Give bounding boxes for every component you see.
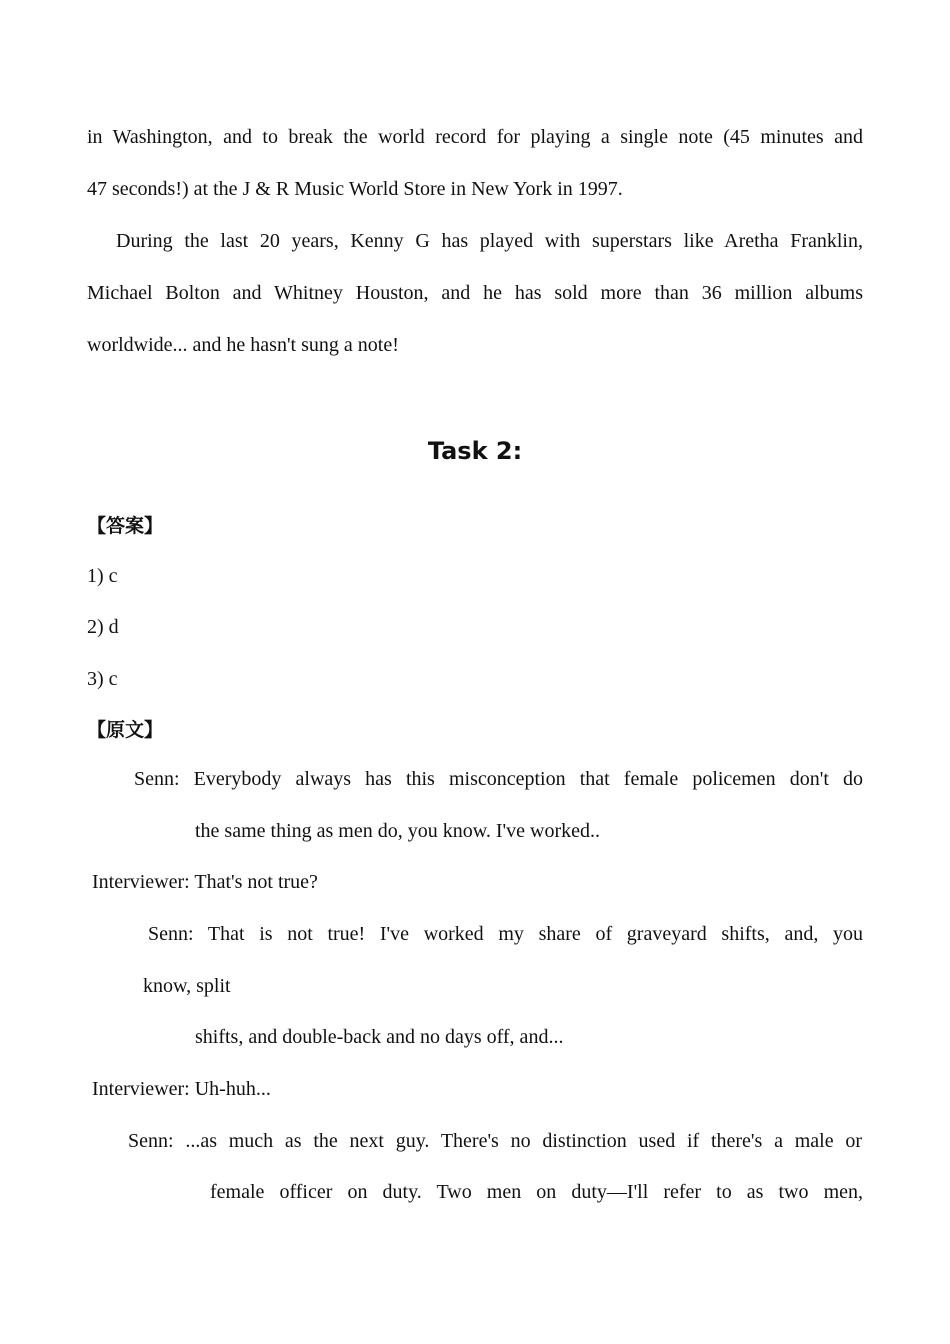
answer-item: 2) d: [87, 616, 119, 638]
paragraph-line: 47 seconds!) at the J & R Music World Store in New York in 1997.: [87, 178, 623, 200]
paragraph-line: Michael Bolton and Whitney Houston, and he has sold more than 36 million albums: [87, 282, 863, 304]
section-heading: Task 2:: [427, 437, 523, 465]
answer-label: 【答案】: [87, 515, 164, 537]
dialogue-line: know, split: [143, 975, 231, 997]
dialogue-line: Senn: Everybody always has this misconception that female policemen don't do: [134, 768, 863, 790]
answer-item: 3) c: [87, 668, 118, 690]
paragraph-line: worldwide... and he hasn't sung a note!: [87, 334, 399, 356]
dialogue-line: Interviewer: Uh-huh...: [92, 1078, 271, 1100]
answer-item: 1) c: [87, 565, 118, 587]
transcript-label: 【原文】: [87, 719, 164, 741]
dialogue-line: Interviewer: That's not true?: [92, 871, 318, 893]
dialogue-line: the same thing as men do, you know. I've worked..: [195, 820, 600, 842]
paragraph-line: During the last 20 years, Kenny G has played with superstars like Aretha Franklin,: [116, 230, 863, 252]
dialogue-line: shifts, and double-back and no days off, and...: [195, 1026, 564, 1048]
dialogue-line: female officer on duty. Two men on duty—I'll refer to as two men,: [210, 1181, 863, 1203]
paragraph-line: in Washington, and to break the world record for playing a single note (45 minutes and: [87, 126, 863, 148]
dialogue-line: Senn: That is not true! I've worked my share of graveyard shifts, and, you: [148, 923, 863, 945]
dialogue-line: Senn: ...as much as the next guy. There's no distinction used if there's a male or: [128, 1130, 862, 1152]
